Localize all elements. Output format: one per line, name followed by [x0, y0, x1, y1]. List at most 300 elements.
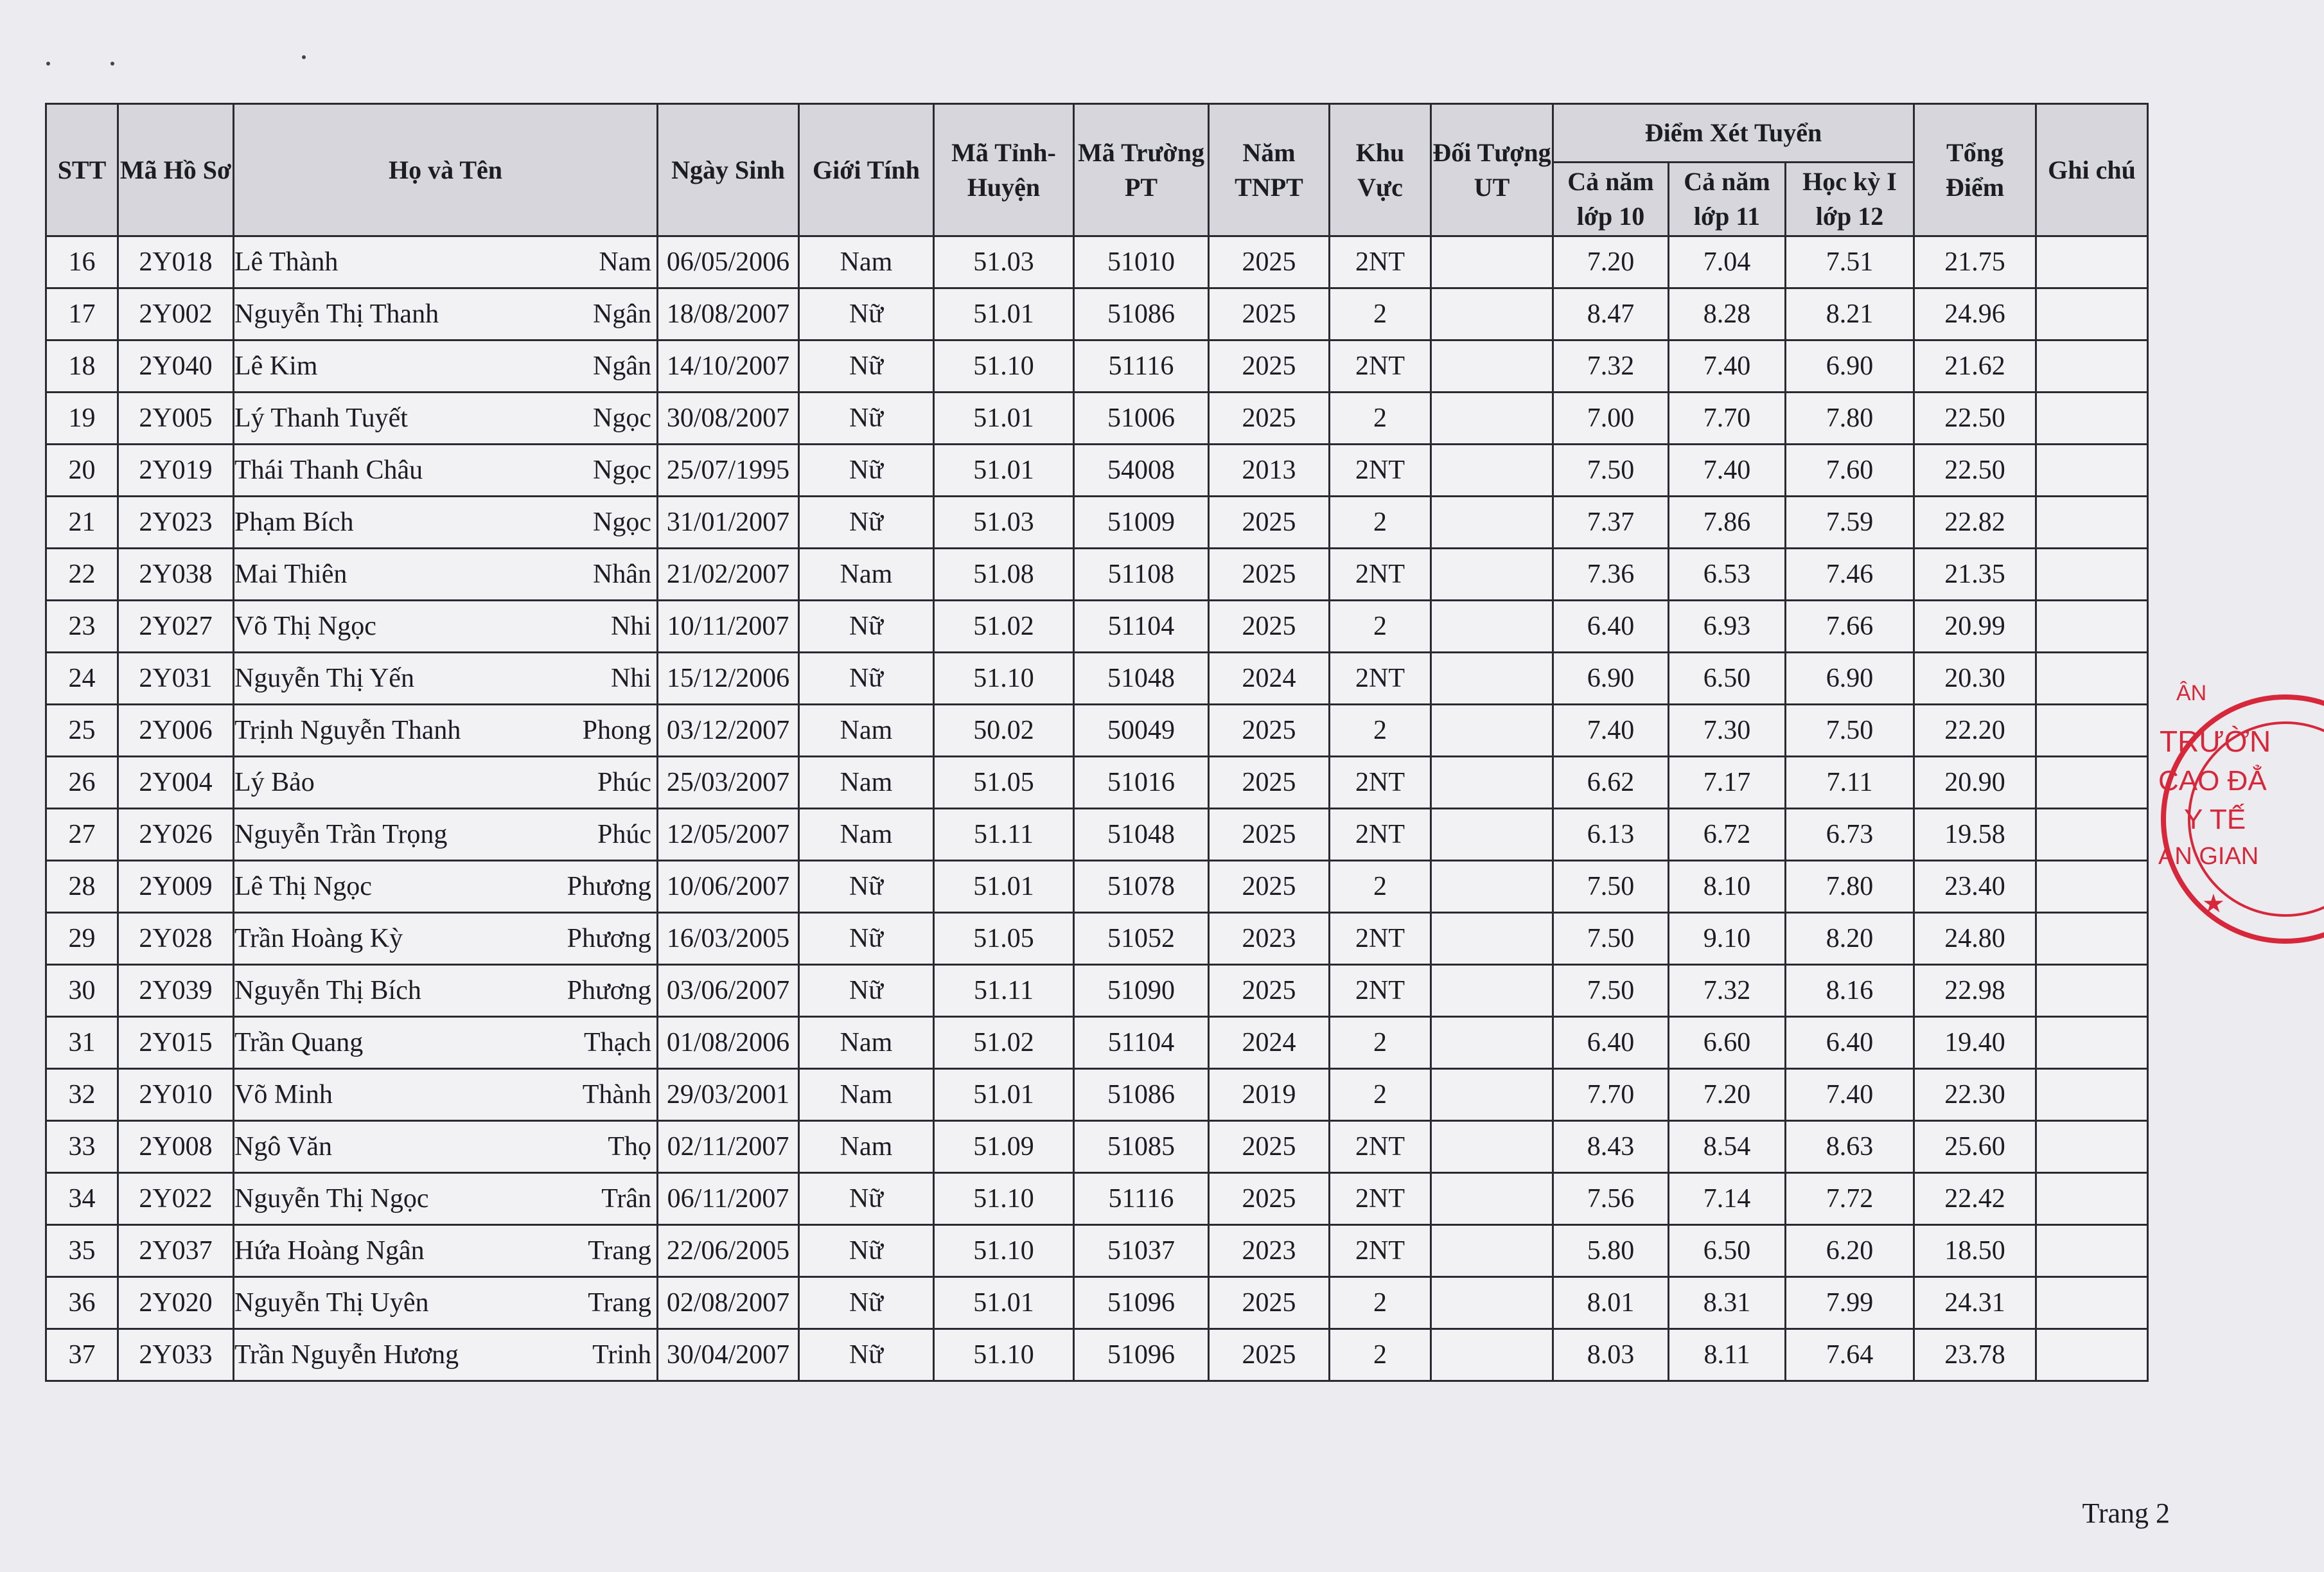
cell-ma-tinh-huyen: 51.05 [934, 757, 1074, 809]
cell-ngay-sinh: 25/07/1995 [658, 445, 799, 497]
cell-ma-truong-pt: 51048 [1074, 809, 1209, 861]
cell-nam-tnpt: 2024 [1209, 653, 1330, 705]
cell-ca-nam-lop-11: 7.14 [1669, 1173, 1786, 1225]
table-row [46, 601, 2148, 653]
cell-ngay-sinh: 30/08/2007 [658, 393, 799, 445]
cell-stt: 16 [46, 236, 118, 288]
cell-hoc-ky-1-lop-12: 7.59 [1786, 497, 1914, 549]
cell-hoc-ky-1-lop-12: 6.20 [1786, 1225, 1914, 1277]
cell-hoc-ky-1-lop-12: 7.64 [1786, 1329, 1914, 1381]
cell-khu-vuc: 2NT [1330, 340, 1431, 393]
cell-ghi-chu [2036, 497, 2148, 549]
cell-ca-nam-lop-10: 8.47 [1553, 288, 1669, 340]
header-ma-ho-so: Mã Hồ Sơ [118, 104, 234, 236]
cell-ma-truong-pt: 51096 [1074, 1277, 1209, 1329]
given-name-text: Nhi [611, 612, 651, 641]
table-row [46, 913, 2148, 965]
cell-ho-va-ten [234, 549, 658, 601]
cell-ghi-chu [2036, 549, 2148, 601]
cell-ho-va-ten [234, 965, 658, 1017]
cell-ma-tinh-huyen: 51.03 [934, 236, 1074, 288]
cell-ma-ho-so: 2Y019 [118, 445, 234, 497]
header-gioi-tinh: Giới Tính [799, 104, 934, 236]
cell-ca-nam-lop-10: 7.00 [1553, 393, 1669, 445]
cell-ma-tinh-huyen: 51.10 [934, 340, 1074, 393]
cell-ca-nam-lop-11: 6.72 [1669, 809, 1786, 861]
surname-text: Võ Thị Ngọc [234, 612, 376, 641]
header-hoc-ky-1-lop-12: Học kỳ I lớp 12 [1786, 163, 1914, 236]
cell-stt: 26 [46, 757, 118, 809]
cell-ho-va-ten [234, 1017, 658, 1069]
cell-stt: 21 [46, 497, 118, 549]
cell-doi-tuong-ut [1431, 288, 1553, 340]
cell-ma-ho-so: 2Y039 [118, 965, 234, 1017]
cell-ca-nam-lop-10: 5.80 [1553, 1225, 1669, 1277]
cell-khu-vuc: 2NT [1330, 653, 1431, 705]
cell-ma-ho-so: 2Y028 [118, 913, 234, 965]
cell-tong-diem: 22.82 [1914, 497, 2036, 549]
cell-ma-truong-pt: 51108 [1074, 549, 1209, 601]
cell-khu-vuc: 2 [1330, 393, 1431, 445]
cell-ma-tinh-huyen: 51.10 [934, 1225, 1074, 1277]
cell-ma-ho-so: 2Y004 [118, 757, 234, 809]
cell-ghi-chu [2036, 340, 2148, 393]
seal-line-1: ÂN [2176, 681, 2207, 705]
cell-doi-tuong-ut [1431, 393, 1553, 445]
cell-ca-nam-lop-11: 7.30 [1669, 705, 1786, 757]
cell-ho-va-ten [234, 1225, 658, 1277]
cell-stt: 20 [46, 445, 118, 497]
cell-ma-tinh-huyen: 51.08 [934, 549, 1074, 601]
cell-khu-vuc: 2NT [1330, 757, 1431, 809]
cell-khu-vuc: 2 [1330, 705, 1431, 757]
cell-ma-tinh-huyen: 51.02 [934, 1017, 1074, 1069]
cell-nam-tnpt: 2023 [1209, 913, 1330, 965]
admission-roster-table [45, 103, 2149, 1382]
cell-khu-vuc: 2NT [1330, 445, 1431, 497]
cell-ngay-sinh: 22/06/2005 [658, 1225, 799, 1277]
cell-doi-tuong-ut [1431, 653, 1553, 705]
cell-khu-vuc: 2NT [1330, 1173, 1431, 1225]
cell-tong-diem: 20.99 [1914, 601, 2036, 653]
cell-stt: 17 [46, 288, 118, 340]
cell-nam-tnpt: 2023 [1209, 1225, 1330, 1277]
cell-ho-va-ten [234, 653, 658, 705]
cell-ngay-sinh: 02/11/2007 [658, 1121, 799, 1173]
cell-ma-ho-so: 2Y027 [118, 601, 234, 653]
cell-ma-tinh-huyen: 51.01 [934, 393, 1074, 445]
cell-ma-ho-so: 2Y026 [118, 809, 234, 861]
cell-ngay-sinh: 03/12/2007 [658, 705, 799, 757]
cell-nam-tnpt: 2025 [1209, 757, 1330, 809]
cell-ghi-chu [2036, 393, 2148, 445]
surname-text: Hứa Hoàng Ngân [234, 1236, 425, 1266]
cell-ma-tinh-huyen: 51.03 [934, 497, 1074, 549]
cell-ca-nam-lop-10: 6.13 [1553, 809, 1669, 861]
cell-ngay-sinh: 10/06/2007 [658, 861, 799, 913]
header-nam-tnpt: Năm TNPT [1209, 104, 1330, 236]
cell-ca-nam-lop-10: 7.20 [1553, 236, 1669, 288]
cell-ngay-sinh: 15/12/2006 [658, 653, 799, 705]
cell-stt: 36 [46, 1277, 118, 1329]
cell-hoc-ky-1-lop-12: 8.20 [1786, 913, 1914, 965]
cell-stt: 27 [46, 809, 118, 861]
cell-ghi-chu [2036, 445, 2148, 497]
surname-text: Trịnh Nguyễn Thanh [234, 716, 461, 745]
header-tong-diem: Tổng Điểm [1914, 104, 2036, 236]
table-row [46, 653, 2148, 705]
cell-ca-nam-lop-11: 8.54 [1669, 1121, 1786, 1173]
given-name-text: Ngọc [593, 403, 651, 433]
cell-doi-tuong-ut [1431, 809, 1553, 861]
cell-gioi-tinh: Nam [799, 549, 934, 601]
given-name-text: Thọ [608, 1132, 651, 1161]
cell-doi-tuong-ut [1431, 340, 1553, 393]
cell-doi-tuong-ut [1431, 861, 1553, 913]
surname-text: Nguyễn Thị Thanh [234, 299, 439, 329]
cell-ngay-sinh: 01/08/2006 [658, 1017, 799, 1069]
table-row [46, 1069, 2148, 1121]
cell-doi-tuong-ut [1431, 236, 1553, 288]
cell-doi-tuong-ut [1431, 913, 1553, 965]
cell-ngay-sinh: 06/05/2006 [658, 236, 799, 288]
cell-ngay-sinh: 06/11/2007 [658, 1173, 799, 1225]
given-name-text: Phương [567, 924, 651, 953]
cell-khu-vuc: 2NT [1330, 913, 1431, 965]
table-row [46, 705, 2148, 757]
table-row [46, 1277, 2148, 1329]
given-name-text: Ngọc [593, 455, 651, 485]
cell-ma-ho-so: 2Y023 [118, 497, 234, 549]
cell-ngay-sinh: 12/05/2007 [658, 809, 799, 861]
header-khu-vuc: Khu Vực [1330, 104, 1431, 236]
cell-ghi-chu [2036, 705, 2148, 757]
surname-text: Lý Thanh Tuyết [234, 403, 408, 433]
cell-gioi-tinh: Nam [799, 809, 934, 861]
cell-nam-tnpt: 2025 [1209, 236, 1330, 288]
cell-ho-va-ten [234, 393, 658, 445]
cell-tong-diem: 24.96 [1914, 288, 2036, 340]
cell-khu-vuc: 2 [1330, 497, 1431, 549]
cell-ghi-chu [2036, 653, 2148, 705]
header-ma-truong-pt: Mã Trường PT [1074, 104, 1209, 236]
cell-ngay-sinh: 29/03/2001 [658, 1069, 799, 1121]
cell-ho-va-ten [234, 1173, 658, 1225]
cell-ca-nam-lop-11: 8.11 [1669, 1329, 1786, 1381]
cell-ca-nam-lop-10: 7.50 [1553, 861, 1669, 913]
surname-text: Nguyễn Thị Bích [234, 976, 421, 1005]
cell-ma-ho-so: 2Y008 [118, 1121, 234, 1173]
cell-nam-tnpt: 2025 [1209, 393, 1330, 445]
cell-ma-ho-so: 2Y002 [118, 288, 234, 340]
cell-ho-va-ten [234, 757, 658, 809]
cell-ngay-sinh: 31/01/2007 [658, 497, 799, 549]
cell-ca-nam-lop-10: 6.40 [1553, 601, 1669, 653]
cell-ngay-sinh: 14/10/2007 [658, 340, 799, 393]
cell-stt: 23 [46, 601, 118, 653]
cell-khu-vuc: 2 [1330, 1017, 1431, 1069]
table-row [46, 445, 2148, 497]
seal-line-4: Y TẾ [2184, 804, 2246, 835]
cell-khu-vuc: 2NT [1330, 1121, 1431, 1173]
cell-ma-tinh-huyen: 51.02 [934, 601, 1074, 653]
cell-nam-tnpt: 2025 [1209, 601, 1330, 653]
cell-ho-va-ten [234, 705, 658, 757]
cell-ca-nam-lop-11: 7.40 [1669, 445, 1786, 497]
cell-doi-tuong-ut [1431, 1069, 1553, 1121]
cell-hoc-ky-1-lop-12: 7.80 [1786, 861, 1914, 913]
cell-tong-diem: 21.75 [1914, 236, 2036, 288]
surname-text: Lý Bảo [234, 768, 315, 797]
cell-nam-tnpt: 2025 [1209, 809, 1330, 861]
cell-ma-ho-so: 2Y031 [118, 653, 234, 705]
table-row [46, 1121, 2148, 1173]
cell-gioi-tinh: Nữ [799, 393, 934, 445]
cell-ma-truong-pt: 51078 [1074, 861, 1209, 913]
cell-khu-vuc: 2NT [1330, 1225, 1431, 1277]
surname-text: Thái Thanh Châu [234, 455, 423, 485]
cell-hoc-ky-1-lop-12: 7.51 [1786, 236, 1914, 288]
cell-ho-va-ten [234, 861, 658, 913]
cell-ngay-sinh: 10/11/2007 [658, 601, 799, 653]
cell-hoc-ky-1-lop-12: 8.21 [1786, 288, 1914, 340]
cell-ca-nam-lop-10: 7.50 [1553, 445, 1669, 497]
cell-ho-va-ten [234, 913, 658, 965]
cell-ca-nam-lop-11: 6.53 [1669, 549, 1786, 601]
cell-ca-nam-lop-11: 7.32 [1669, 965, 1786, 1017]
cell-ma-truong-pt: 54008 [1074, 445, 1209, 497]
cell-ghi-chu [2036, 1225, 2148, 1277]
cell-gioi-tinh: Nam [799, 705, 934, 757]
cell-tong-diem: 23.40 [1914, 861, 2036, 913]
cell-tong-diem: 24.31 [1914, 1277, 2036, 1329]
cell-doi-tuong-ut [1431, 1017, 1553, 1069]
cell-doi-tuong-ut [1431, 757, 1553, 809]
cell-gioi-tinh: Nữ [799, 1173, 934, 1225]
cell-ghi-chu [2036, 809, 2148, 861]
cell-ca-nam-lop-11: 9.10 [1669, 913, 1786, 965]
cell-tong-diem: 21.35 [1914, 549, 2036, 601]
cell-tong-diem: 22.50 [1914, 445, 2036, 497]
surname-text: Phạm Bích [234, 508, 354, 537]
cell-khu-vuc: 2NT [1330, 236, 1431, 288]
surname-text: Ngô Văn [234, 1132, 333, 1161]
cell-ma-tinh-huyen: 51.05 [934, 913, 1074, 965]
table-row [46, 1329, 2148, 1381]
given-name-text: Trân [601, 1184, 651, 1214]
given-name-text: Nhi [611, 664, 651, 693]
table-header [46, 104, 2148, 236]
table-row [46, 497, 2148, 549]
cell-doi-tuong-ut [1431, 965, 1553, 1017]
cell-tong-diem: 22.30 [1914, 1069, 2036, 1121]
cell-doi-tuong-ut [1431, 497, 1553, 549]
cell-tong-diem: 20.30 [1914, 653, 2036, 705]
cell-ma-tinh-huyen: 51.11 [934, 965, 1074, 1017]
cell-ma-truong-pt: 50049 [1074, 705, 1209, 757]
cell-ghi-chu [2036, 1121, 2148, 1173]
cell-stt: 28 [46, 861, 118, 913]
cell-ca-nam-lop-10: 7.50 [1553, 913, 1669, 965]
scan-speck [46, 62, 50, 66]
cell-gioi-tinh: Nữ [799, 861, 934, 913]
cell-nam-tnpt: 2025 [1209, 549, 1330, 601]
cell-ma-ho-so: 2Y015 [118, 1017, 234, 1069]
cell-ho-va-ten [234, 1329, 658, 1381]
surname-text: Nguyễn Thị Uyên [234, 1288, 429, 1318]
surname-text: Lê Kim [234, 351, 318, 381]
official-red-seal [2157, 668, 2271, 970]
cell-hoc-ky-1-lop-12: 8.63 [1786, 1121, 1914, 1173]
cell-ca-nam-lop-10: 7.40 [1553, 705, 1669, 757]
table-row [46, 809, 2148, 861]
cell-ghi-chu [2036, 236, 2148, 288]
cell-gioi-tinh: Nữ [799, 1329, 934, 1381]
cell-gioi-tinh: Nam [799, 236, 934, 288]
seal-line-2: TRƯỜN [2160, 725, 2271, 758]
header-ho-va-ten: Họ và Tên [234, 104, 658, 236]
cell-ghi-chu [2036, 1017, 2148, 1069]
table-row [46, 340, 2148, 393]
cell-ma-tinh-huyen: 51.01 [934, 445, 1074, 497]
cell-ca-nam-lop-11: 8.10 [1669, 861, 1786, 913]
cell-ma-ho-so: 2Y009 [118, 861, 234, 913]
cell-ma-tinh-huyen: 51.01 [934, 861, 1074, 913]
cell-ma-tinh-huyen: 51.11 [934, 809, 1074, 861]
cell-nam-tnpt: 2025 [1209, 1173, 1330, 1225]
given-name-text: Trang [588, 1236, 651, 1266]
cell-ho-va-ten [234, 1069, 658, 1121]
cell-doi-tuong-ut [1431, 1277, 1553, 1329]
cell-stt: 32 [46, 1069, 118, 1121]
cell-hoc-ky-1-lop-12: 8.16 [1786, 965, 1914, 1017]
cell-ma-truong-pt: 51086 [1074, 1069, 1209, 1121]
cell-hoc-ky-1-lop-12: 6.90 [1786, 340, 1914, 393]
cell-ma-ho-so: 2Y022 [118, 1173, 234, 1225]
seal-graphic [2157, 668, 2324, 970]
scan-speck [110, 62, 114, 66]
cell-nam-tnpt: 2019 [1209, 1069, 1330, 1121]
cell-hoc-ky-1-lop-12: 7.40 [1786, 1069, 1914, 1121]
cell-ma-truong-pt: 51104 [1074, 1017, 1209, 1069]
given-name-text: Phúc [597, 820, 651, 849]
cell-hoc-ky-1-lop-12: 7.46 [1786, 549, 1914, 601]
header-ca-nam-lop-10: Cả năm lớp 10 [1553, 163, 1669, 236]
given-name-text: Phong [582, 716, 651, 745]
cell-doi-tuong-ut [1431, 601, 1553, 653]
cell-ho-va-ten [234, 1277, 658, 1329]
cell-ca-nam-lop-11: 6.60 [1669, 1017, 1786, 1069]
cell-ghi-chu [2036, 1277, 2148, 1329]
given-name-text: Ngân [593, 299, 651, 329]
cell-nam-tnpt: 2025 [1209, 1329, 1330, 1381]
surname-text: Trần Hoàng Kỳ [234, 924, 403, 953]
cell-ma-truong-pt: 51104 [1074, 601, 1209, 653]
surname-text: Trần Quang [234, 1028, 364, 1057]
cell-hoc-ky-1-lop-12: 7.50 [1786, 705, 1914, 757]
header-ma-tinh-huyen: Mã Tỉnh-Huyện [934, 104, 1074, 236]
cell-stt: 34 [46, 1173, 118, 1225]
cell-ghi-chu [2036, 601, 2148, 653]
cell-gioi-tinh: Nam [799, 757, 934, 809]
cell-doi-tuong-ut [1431, 705, 1553, 757]
cell-ca-nam-lop-11: 8.31 [1669, 1277, 1786, 1329]
cell-stt: 25 [46, 705, 118, 757]
cell-doi-tuong-ut [1431, 1121, 1553, 1173]
given-name-text: Thạch [584, 1028, 651, 1057]
cell-ghi-chu [2036, 757, 2148, 809]
cell-ca-nam-lop-11: 6.50 [1669, 1225, 1786, 1277]
cell-stt: 37 [46, 1329, 118, 1381]
cell-hoc-ky-1-lop-12: 7.11 [1786, 757, 1914, 809]
cell-ca-nam-lop-10: 7.70 [1553, 1069, 1669, 1121]
cell-ma-ho-so: 2Y038 [118, 549, 234, 601]
cell-gioi-tinh: Nữ [799, 445, 934, 497]
cell-tong-diem: 19.40 [1914, 1017, 2036, 1069]
cell-ca-nam-lop-10: 6.90 [1553, 653, 1669, 705]
seal-line-3: CAO ĐẲ [2158, 765, 2267, 797]
cell-tong-diem: 18.50 [1914, 1225, 2036, 1277]
cell-nam-tnpt: 2025 [1209, 288, 1330, 340]
cell-gioi-tinh: Nam [799, 1069, 934, 1121]
cell-nam-tnpt: 2025 [1209, 705, 1330, 757]
cell-ma-truong-pt: 51116 [1074, 340, 1209, 393]
cell-nam-tnpt: 2025 [1209, 1121, 1330, 1173]
cell-stt: 30 [46, 965, 118, 1017]
cell-hoc-ky-1-lop-12: 7.72 [1786, 1173, 1914, 1225]
cell-stt: 31 [46, 1017, 118, 1069]
cell-ghi-chu [2036, 913, 2148, 965]
given-name-text: Trang [588, 1288, 651, 1318]
cell-ma-tinh-huyen: 51.10 [934, 1329, 1074, 1381]
cell-ca-nam-lop-11: 7.40 [1669, 340, 1786, 393]
cell-ca-nam-lop-11: 8.28 [1669, 288, 1786, 340]
cell-hoc-ky-1-lop-12: 6.40 [1786, 1017, 1914, 1069]
cell-tong-diem: 23.78 [1914, 1329, 2036, 1381]
cell-nam-tnpt: 2025 [1209, 340, 1330, 393]
cell-gioi-tinh: Nữ [799, 601, 934, 653]
header-ca-nam-lop-11: Cả năm lớp 11 [1669, 163, 1786, 236]
table-row [46, 861, 2148, 913]
surname-text: Lê Thị Ngọc [234, 872, 372, 901]
surname-text: Lê Thành [234, 247, 339, 277]
cell-ghi-chu [2036, 1329, 2148, 1381]
cell-gioi-tinh: Nữ [799, 1277, 934, 1329]
cell-ma-ho-so: 2Y010 [118, 1069, 234, 1121]
cell-ho-va-ten [234, 288, 658, 340]
cell-doi-tuong-ut [1431, 1225, 1553, 1277]
cell-ma-tinh-huyen: 51.01 [934, 1277, 1074, 1329]
cell-hoc-ky-1-lop-12: 7.66 [1786, 601, 1914, 653]
given-name-text: Ngọc [593, 508, 651, 537]
table-row [46, 393, 2148, 445]
cell-ma-truong-pt: 51016 [1074, 757, 1209, 809]
cell-ngay-sinh: 25/03/2007 [658, 757, 799, 809]
cell-ho-va-ten [234, 445, 658, 497]
cell-nam-tnpt: 2025 [1209, 497, 1330, 549]
cell-khu-vuc: 2 [1330, 1069, 1431, 1121]
header-diem-xet-tuyen: Điểm Xét Tuyển [1553, 104, 1914, 163]
cell-gioi-tinh: Nữ [799, 653, 934, 705]
cell-stt: 24 [46, 653, 118, 705]
cell-nam-tnpt: 2025 [1209, 965, 1330, 1017]
cell-stt: 19 [46, 393, 118, 445]
cell-hoc-ky-1-lop-12: 7.99 [1786, 1277, 1914, 1329]
cell-gioi-tinh: Nam [799, 1121, 934, 1173]
cell-tong-diem: 19.58 [1914, 809, 2036, 861]
cell-tong-diem: 22.42 [1914, 1173, 2036, 1225]
cell-gioi-tinh: Nữ [799, 288, 934, 340]
